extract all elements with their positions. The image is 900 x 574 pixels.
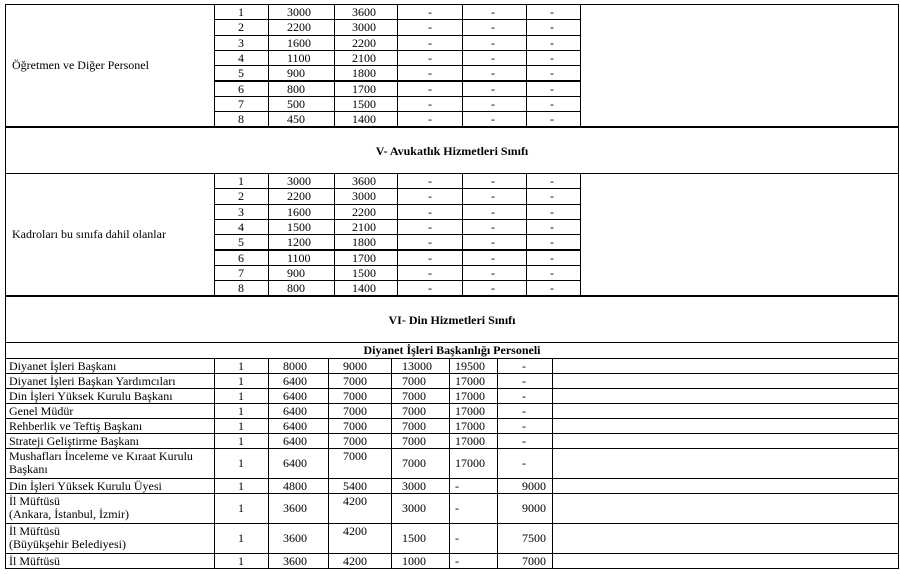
grid-value: 500 <box>287 96 305 111</box>
grid-value: - <box>550 112 554 127</box>
din-value: 9000 <box>522 501 546 515</box>
din-value: 1 <box>238 389 244 403</box>
din-title: Diyanet İşleri Başkan Yardımcıları <box>9 374 176 388</box>
grid-value: - <box>550 50 554 65</box>
din-value: 4200 <box>343 554 367 568</box>
din-value: 6400 <box>283 434 307 448</box>
din-value: 3600 <box>283 554 307 568</box>
grid-value: 1600 <box>287 35 311 50</box>
din-value: 7000 <box>343 419 367 433</box>
grid-value: 6 <box>238 81 244 96</box>
grid-value: 3600 <box>352 174 376 188</box>
grid-value: 5 <box>238 235 244 250</box>
grid-value: - <box>550 204 554 219</box>
grid-value: - <box>428 50 432 65</box>
grid-value: - <box>428 219 432 234</box>
din-blank-cell <box>552 373 899 389</box>
grid-value: - <box>550 265 554 280</box>
grid-value: 5 <box>238 66 244 81</box>
grid-value: - <box>550 5 554 19</box>
grid-value: - <box>428 96 432 111</box>
din-value: - <box>522 404 526 418</box>
grid-value: - <box>428 265 432 280</box>
din-value: 17000 <box>455 404 485 418</box>
din-value: 1 <box>238 419 244 433</box>
din-title: (Büyükşehir Belediyesi) <box>9 537 126 551</box>
din-value: 17000 <box>455 389 485 403</box>
grid-value: - <box>491 204 495 219</box>
grid-value: - <box>491 81 495 96</box>
din-blank-cell <box>552 388 899 404</box>
grid-value: - <box>491 50 495 65</box>
din-value: 1 <box>238 374 244 388</box>
din-value: 6400 <box>283 419 307 433</box>
grid-value: 8 <box>238 281 244 296</box>
din-title: Strateji Geliştirme Başkanı <box>9 434 139 448</box>
din-value: - <box>522 456 526 470</box>
din-value: 3000 <box>402 501 426 515</box>
din-blank-cell <box>552 493 899 524</box>
grid-value: - <box>550 66 554 81</box>
section-blank-cell <box>580 4 899 127</box>
grid-value: - <box>491 20 495 35</box>
din-title: İl Müftüsü <box>9 524 60 538</box>
grid-value: 3000 <box>352 20 376 35</box>
grid-value: 450 <box>287 112 305 127</box>
grid-value: 7 <box>238 265 244 280</box>
grid-value: - <box>428 281 432 296</box>
din-title: Rehberlik ve Teftiş Başkanı <box>9 419 143 433</box>
grid-value: - <box>491 112 495 127</box>
grid-value: - <box>491 174 495 188</box>
grid-value: 3000 <box>287 5 311 19</box>
grid-value: - <box>491 281 495 296</box>
grid-value: - <box>428 189 432 204</box>
grid-value: 2 <box>238 189 244 204</box>
din-title: Din İşleri Yüksek Kurulu Başkanı <box>9 389 173 403</box>
grid-value: - <box>550 174 554 188</box>
din-value: 1 <box>238 554 244 568</box>
grid-value: - <box>491 5 495 19</box>
grid-value: 1 <box>238 174 244 188</box>
din-value: 3600 <box>283 501 307 515</box>
grid-value: - <box>428 174 432 188</box>
grid-value: 6 <box>238 250 244 265</box>
grid-value: 1100 <box>287 250 311 265</box>
din-blank-cell <box>552 523 899 554</box>
grid-value: - <box>550 81 554 96</box>
din-value: 17000 <box>455 374 485 388</box>
din-value: 8000 <box>283 359 307 373</box>
din-value: 1 <box>238 501 244 515</box>
grid-value: 1400 <box>352 281 376 296</box>
grid-value: 3600 <box>352 5 376 19</box>
din-value: 7000 <box>402 404 426 418</box>
grid-value: - <box>491 235 495 250</box>
grid-value: 1700 <box>352 250 376 265</box>
grid-value: 1500 <box>352 265 376 280</box>
din-value: 7000 <box>402 434 426 448</box>
din-blank-cell <box>552 553 899 569</box>
grid-value: 900 <box>287 265 305 280</box>
din-value: 1 <box>238 531 244 545</box>
grid-value: - <box>491 265 495 280</box>
grid-value: 3000 <box>287 174 311 188</box>
din-blank-cell <box>552 358 899 374</box>
grid-value: 2200 <box>352 204 376 219</box>
din-value: 7000 <box>402 389 426 403</box>
din-value: 7000 <box>343 434 367 448</box>
grid-value: 2100 <box>352 50 376 65</box>
din-value: 6400 <box>283 404 307 418</box>
grid-value: - <box>550 35 554 50</box>
din-blank-cell <box>552 478 899 494</box>
grid-value: - <box>428 112 432 127</box>
grid-value: 3 <box>238 204 244 219</box>
grid-value: 900 <box>287 66 305 81</box>
din-value: 17000 <box>455 434 485 448</box>
grid-value: 1600 <box>287 204 311 219</box>
din-value: 17000 <box>455 456 485 470</box>
grid-value: 1500 <box>352 96 376 111</box>
grid-value: - <box>491 219 495 234</box>
din-blank-cell <box>552 418 899 434</box>
section-label: Öğretmen ve Diğer Personel <box>12 58 149 73</box>
grid-value: 1100 <box>287 50 311 65</box>
din-value: 1 <box>238 359 244 373</box>
grid-value: 7 <box>238 96 244 111</box>
din-value: 1 <box>238 479 244 493</box>
din-value: 1 <box>238 404 244 418</box>
heading-din: VI- Din Hizmetleri Sınıfı <box>388 313 516 327</box>
grid-value: 1500 <box>287 219 311 234</box>
din-value: 7000 <box>402 456 426 470</box>
din-title: Başkanı <box>9 462 48 476</box>
grid-value: - <box>550 219 554 234</box>
din-value: - <box>522 374 526 388</box>
grid-value: - <box>428 250 432 265</box>
grid-value: - <box>550 281 554 296</box>
din-value: 7000 <box>402 374 426 388</box>
grid-value: 800 <box>287 281 305 296</box>
din-value: 4200 <box>343 494 367 508</box>
grid-value: - <box>550 250 554 265</box>
din-value: 7000 <box>343 449 367 463</box>
din-title: Genel Müdür <box>9 404 74 418</box>
din-value: - <box>455 501 459 515</box>
grid-value: 4 <box>238 219 244 234</box>
din-title: Mushafları İnceleme ve Kıraat Kurulu <box>9 449 193 463</box>
din-value: 3600 <box>283 531 307 545</box>
grid-value: - <box>428 204 432 219</box>
din-value: 1 <box>238 456 244 470</box>
din-value: 13000 <box>402 359 432 373</box>
din-value: - <box>455 531 459 545</box>
din-value: 7500 <box>522 531 546 545</box>
grid-value: 2200 <box>287 20 311 35</box>
grid-value: - <box>491 189 495 204</box>
din-value: 6400 <box>283 389 307 403</box>
grid-value: - <box>428 235 432 250</box>
grid-value: - <box>428 81 432 96</box>
din-value: 7000 <box>343 404 367 418</box>
din-value: 1000 <box>402 554 426 568</box>
din-value: - <box>455 479 459 493</box>
din-title: İl Müftüsü <box>9 494 60 508</box>
grid-value: - <box>428 5 432 19</box>
din-value: 9000 <box>343 359 367 373</box>
grid-value: 8 <box>238 112 244 127</box>
din-value: 5400 <box>343 479 367 493</box>
section-label: Kadroları bu sınıfa dahil olanlar <box>12 227 166 242</box>
din-value: - <box>522 359 526 373</box>
din-value: - <box>522 434 526 448</box>
grid-value: 800 <box>287 81 305 96</box>
din-title: (Ankara, İstanbul, İzmir) <box>9 507 129 521</box>
din-blank-cell <box>552 433 899 449</box>
grid-value: 1 <box>238 5 244 19</box>
din-value: 1500 <box>402 531 426 545</box>
grid-value: 2200 <box>352 35 376 50</box>
grid-value: 4 <box>238 50 244 65</box>
din-value: - <box>522 389 526 403</box>
grid-value: - <box>428 20 432 35</box>
din-value: 7000 <box>522 554 546 568</box>
din-value: 4200 <box>343 524 367 538</box>
din-value: - <box>522 419 526 433</box>
grid-value: - <box>550 235 554 250</box>
grid-value: - <box>428 35 432 50</box>
din-value: 6400 <box>283 374 307 388</box>
section-blank-cell <box>580 173 899 296</box>
din-value: 4800 <box>283 479 307 493</box>
din-title: Diyanet İşleri Başkanı <box>9 359 117 373</box>
din-value: 6400 <box>283 456 307 470</box>
din-value: 9000 <box>522 479 546 493</box>
grid-value: - <box>428 66 432 81</box>
din-title: Din İşleri Yüksek Kurulu Üyesi <box>9 479 162 493</box>
grid-value: - <box>491 250 495 265</box>
grid-value: 3 <box>238 35 244 50</box>
grid-value: - <box>550 189 554 204</box>
din-value: 7000 <box>402 419 426 433</box>
din-value: 19500 <box>455 359 485 373</box>
grid-value: - <box>491 35 495 50</box>
din-value: - <box>455 554 459 568</box>
grid-value: - <box>491 66 495 81</box>
din-blank-cell <box>552 403 899 419</box>
grid-value: 1800 <box>352 235 376 250</box>
grid-value: 1400 <box>352 112 376 127</box>
grid-value: 2100 <box>352 219 376 234</box>
grid-value: 3000 <box>352 189 376 204</box>
grid-value: 1800 <box>352 66 376 81</box>
grid-value: 1700 <box>352 81 376 96</box>
heading-diyanet: Diyanet İşleri Başkanlığı Personeli <box>363 343 541 357</box>
grid-value: - <box>550 20 554 35</box>
grid-value: 1200 <box>287 235 311 250</box>
din-value: 7000 <box>343 389 367 403</box>
din-value: 3000 <box>402 479 426 493</box>
din-value: 17000 <box>455 419 485 433</box>
grid-value: 2 <box>238 20 244 35</box>
din-value: 7000 <box>343 374 367 388</box>
din-value: 1 <box>238 434 244 448</box>
grid-value: 2200 <box>287 189 311 204</box>
grid-value: - <box>491 96 495 111</box>
heading-avukatlik: V- Avukatlık Hizmetleri Sınıfı <box>375 144 529 158</box>
grid-value: - <box>550 96 554 111</box>
din-blank-cell <box>552 448 899 479</box>
din-title: İl Müftüsü <box>9 554 60 568</box>
